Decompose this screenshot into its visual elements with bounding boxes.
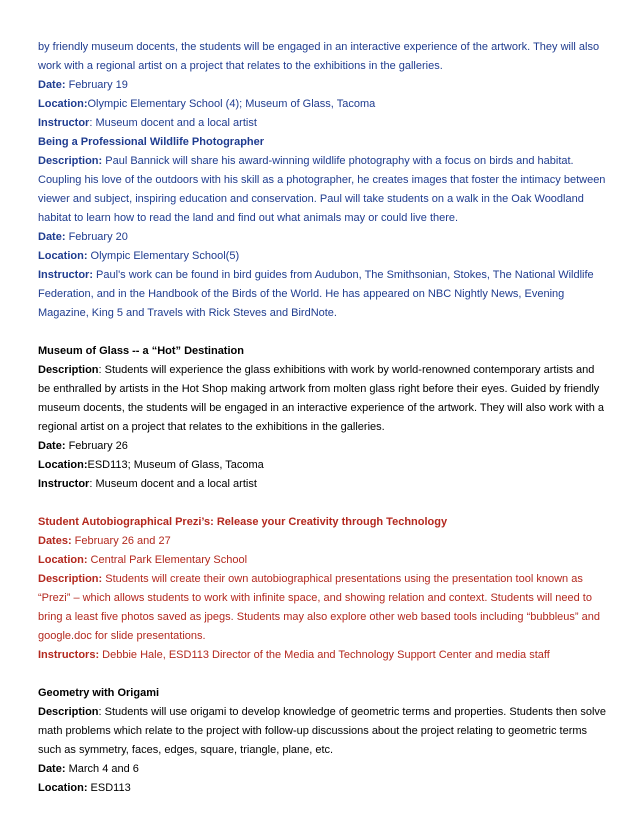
location-line bbox=[38, 95, 608, 114]
section-spacer bbox=[38, 665, 608, 684]
location-label: Location: bbox=[38, 250, 88, 262]
instructors-label: Instructors: bbox=[38, 649, 100, 661]
dates-line bbox=[38, 532, 608, 551]
date-line bbox=[38, 228, 608, 247]
date-value: February 19 bbox=[65, 79, 128, 91]
description-label: Description: bbox=[38, 155, 103, 167]
description-text: : Students will experience the glass exhibitions with work by world-renowned contemporary artists and be enthralled by artists in the Hot Shop making artwork from molten glass right before their eyes. Guided by friendly museum docents, the students will be engaged in an interactive experience of the artwork. They will also work with a regional artist on a project that relates to the exhibitions in the galleries. bbox=[38, 364, 604, 433]
location-value: ESD113; Museum of Glass, Tacoma bbox=[87, 459, 264, 471]
description-paragraph bbox=[38, 361, 608, 437]
location-line bbox=[38, 551, 608, 570]
description-label: Description bbox=[38, 364, 99, 376]
description-label: Description: bbox=[38, 573, 103, 585]
section-title bbox=[38, 513, 608, 532]
section-spacer bbox=[38, 323, 608, 342]
description-paragraph bbox=[38, 570, 608, 646]
date-label: Date: bbox=[38, 763, 66, 775]
location-label: Location: bbox=[38, 459, 88, 471]
instructors-line bbox=[38, 646, 608, 665]
description-paragraph bbox=[38, 152, 608, 228]
location-value: Olympic Elementary School (4); Museum of Glass, Tacoma bbox=[87, 98, 376, 110]
section-wildlife-photographer bbox=[38, 133, 608, 323]
section-spacer bbox=[38, 494, 608, 513]
dates-label: Dates: bbox=[38, 535, 72, 547]
location-label: Location: bbox=[38, 782, 88, 794]
description-text: Students will create their own autobiographical presentations using the presentation tool known as “Prezi” – which allows students to work with infinite space, and showing relation and context. Students will need to bring a least five photos saved as jpegs. Students may also explore other web based tools including “bubbleus” and google.doc for slide presentations. bbox=[38, 573, 600, 642]
location-line bbox=[38, 456, 608, 475]
instructor-label: Instructor: bbox=[38, 269, 93, 281]
instructor-value: : Museum docent and a local artist bbox=[89, 478, 257, 490]
location-label: Location: bbox=[38, 98, 88, 110]
location-line bbox=[38, 247, 608, 266]
date-value: February 26 bbox=[65, 440, 128, 452]
date-label: Date: bbox=[38, 231, 66, 243]
description-text: Paul Bannick will share his award-winning wildlife photography with a focus on birds and habitat. Coupling his love of the outdoors with his skill as a photographer, he creates images that foster the intimacy between viewer and subject, inspiring education and conservation. Paul will take students on a walk in the Oak Woodland habitat to learn how to read the land and find out what animals may or could live there. bbox=[38, 155, 606, 224]
location-value: Central Park Elementary School bbox=[87, 554, 248, 566]
section-museum-glass-continued bbox=[38, 38, 608, 133]
section-title-text: Geometry with Origami bbox=[38, 687, 160, 699]
section-title-text: Museum of Glass -- a “Hot” Destination bbox=[38, 345, 244, 357]
date-label: Date: bbox=[38, 79, 66, 91]
description-text: : Students will use origami to develop knowledge of geometric terms and properties. Students then solve math problems which relate to the project with follow-up discussions about the project relating to geometric terms such as symmetry, faces, edges, square, triangle, plane, etc. bbox=[38, 706, 607, 756]
instructor-value: : Museum docent and a local artist bbox=[89, 117, 257, 129]
description-label: Description bbox=[38, 706, 99, 718]
section-intro-text: by friendly museum docents, the students will be engaged in an interactive experience of the artwork. They will also work with a regional artist on a project that relates to the exhibitions in the galleries. bbox=[38, 41, 600, 72]
description-paragraph bbox=[38, 703, 608, 760]
date-value: March 4 and 6 bbox=[65, 763, 139, 775]
instructor-label: Instructor bbox=[38, 478, 90, 490]
section-title-text: Being a Professional Wildlife Photographer bbox=[38, 136, 265, 148]
date-line bbox=[38, 437, 608, 456]
section-title bbox=[38, 342, 608, 361]
section-title-text: Student Autobiographical Prezi’s: Release your Creativity through Technology bbox=[38, 516, 448, 528]
section-title bbox=[38, 133, 608, 152]
date-label: Date: bbox=[38, 440, 66, 452]
section-museum-of-glass bbox=[38, 342, 608, 494]
location-line bbox=[38, 779, 608, 798]
instructors-value: Debbie Hale, ESD113 Director of the Media and Technology Support Center and media staff bbox=[99, 649, 550, 661]
instructor-line bbox=[38, 114, 608, 133]
instructor-paragraph bbox=[38, 266, 608, 323]
section-prezi bbox=[38, 513, 608, 665]
location-label: Location: bbox=[38, 554, 88, 566]
dates-value: February 26 and 27 bbox=[71, 535, 171, 547]
instructor-line bbox=[38, 475, 608, 494]
date-line bbox=[38, 760, 608, 779]
location-value: Olympic Elementary School(5) bbox=[87, 250, 240, 262]
section-title bbox=[38, 684, 608, 703]
instructor-label: Instructor bbox=[38, 117, 90, 129]
location-value: ESD113 bbox=[87, 782, 131, 794]
date-line bbox=[38, 76, 608, 95]
instructor-text: Paul's work can be found in bird guides from Audubon, The Smithsonian, Stokes, The National Wildlife Federation, and in the Handbook of the Birds of the World. He has appeared on NBC Nightly News, Evening Magazine, King 5 and Travels with Rick Steves and BirdNote. bbox=[38, 269, 594, 319]
document-body bbox=[38, 38, 608, 798]
date-value: February 20 bbox=[65, 231, 128, 243]
section-geometry-origami bbox=[38, 684, 608, 798]
